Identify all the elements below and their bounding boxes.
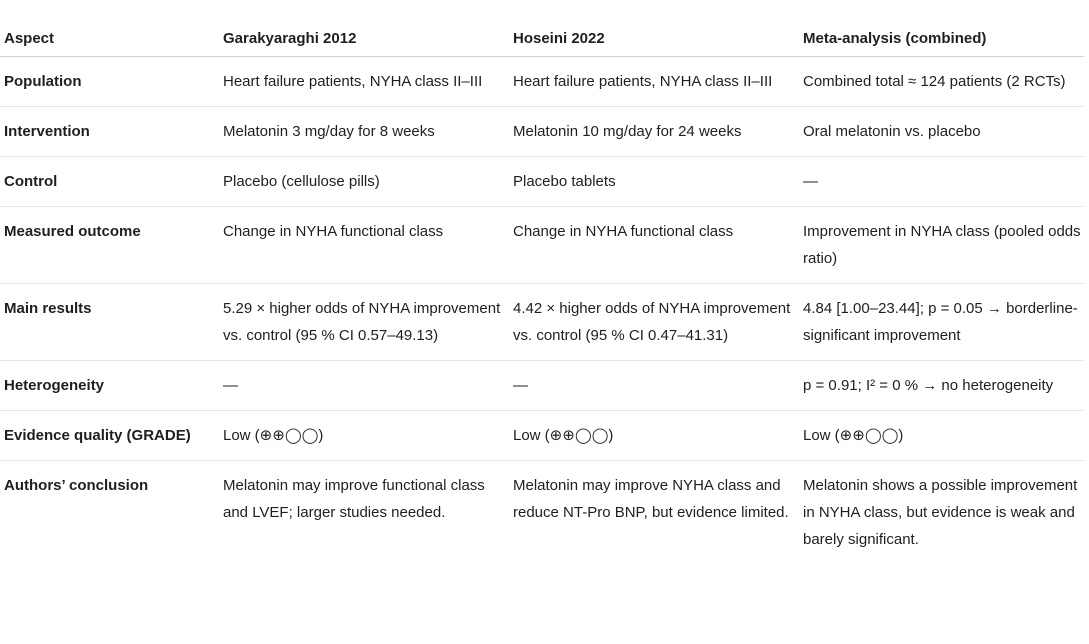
table-row [0, 57, 1084, 107]
meta-analysis-cell: 4.84 [1.00–23.44]; p = 0.05 → borderline-significant improvement [799, 284, 1084, 361]
hoseini-cell: Melatonin may improve NYHA class and reduce NT-Pro BNP, but evidence limited. [513, 477, 789, 521]
row-aspect-cell: Measured outcome [0, 207, 219, 284]
row-aspect-cell: Heterogeneity [0, 361, 219, 411]
table-row [0, 284, 1084, 361]
meta-analysis-cell: — [799, 157, 1084, 207]
garakyaraghi-cell: Melatonin 3 mg/day for 8 weeks [219, 107, 509, 157]
meta-analysis-cell: Low (⊕⊕◯◯) [799, 411, 1084, 461]
garakyaraghi-cell: Melatonin may improve functional class and LVEF; larger studies needed. [223, 477, 485, 521]
garakyaraghi-cell: Heart failure patients, NYHA class II–III [219, 57, 509, 107]
hoseini-cell: Change in NYHA functional class [509, 207, 799, 284]
hoseini-cell: 4.42 × higher odds of NYHA improvement vs. control (95 % CI 0.47–41.31) [509, 284, 799, 361]
row-aspect-cell: Evidence quality (GRADE) [0, 411, 219, 461]
row-aspect-cell: Control [0, 157, 219, 207]
hoseini-cell: Placebo tablets [509, 157, 799, 207]
comparison-table-container [0, 16, 1084, 564]
garakyaraghi-cell: — [219, 361, 509, 411]
row-aspect-cell: Intervention [0, 107, 219, 157]
header-garakyaraghi-2012: Garakyaraghi 2012 [219, 16, 509, 57]
header-hoseini-2022: Hoseini 2022 [509, 16, 799, 57]
row-aspect-cell: Authors’ conclusion [4, 477, 149, 494]
garakyaraghi-cell: Change in NYHA functional class [219, 207, 509, 284]
table-header-row [0, 16, 1084, 57]
comparison-table [0, 16, 1084, 564]
hoseini-cell: Low (⊕⊕◯◯) [509, 411, 799, 461]
meta-analysis-cell: Improvement in NYHA class (pooled odds ratio) [799, 207, 1084, 284]
table-row [0, 157, 1084, 207]
header-meta-analysis: Meta-analysis (combined) [799, 16, 1084, 57]
row-aspect-cell: Main results [0, 284, 219, 361]
meta-analysis-cell: Combined total ≈ 124 patients (2 RCTs) [799, 57, 1084, 107]
header-aspect: Aspect [0, 16, 219, 57]
hoseini-cell: Melatonin 10 mg/day for 24 weeks [509, 107, 799, 157]
hoseini-cell: Heart failure patients, NYHA class II–III [509, 57, 799, 107]
meta-analysis-cell: Melatonin shows a possible improvement in NYHA class, but evidence is weak and barely significant. [803, 477, 1078, 548]
garakyaraghi-cell: 5.29 × higher odds of NYHA improvement vs. control (95 % CI 0.57–49.13) [219, 284, 509, 361]
garakyaraghi-cell: Low (⊕⊕◯◯) [219, 411, 509, 461]
table-row [0, 361, 1084, 411]
table-row [0, 107, 1084, 157]
row-aspect-cell: Population [0, 57, 219, 107]
meta-analysis-cell: Oral melatonin vs. placebo [799, 107, 1084, 157]
table-row [0, 461, 1084, 565]
meta-analysis-cell: p = 0.91; I² = 0 % → no heterogeneity [799, 361, 1084, 411]
table-row [0, 207, 1084, 284]
table-row [0, 411, 1084, 461]
hoseini-cell: — [509, 361, 799, 411]
garakyaraghi-cell: Placebo (cellulose pills) [219, 157, 509, 207]
